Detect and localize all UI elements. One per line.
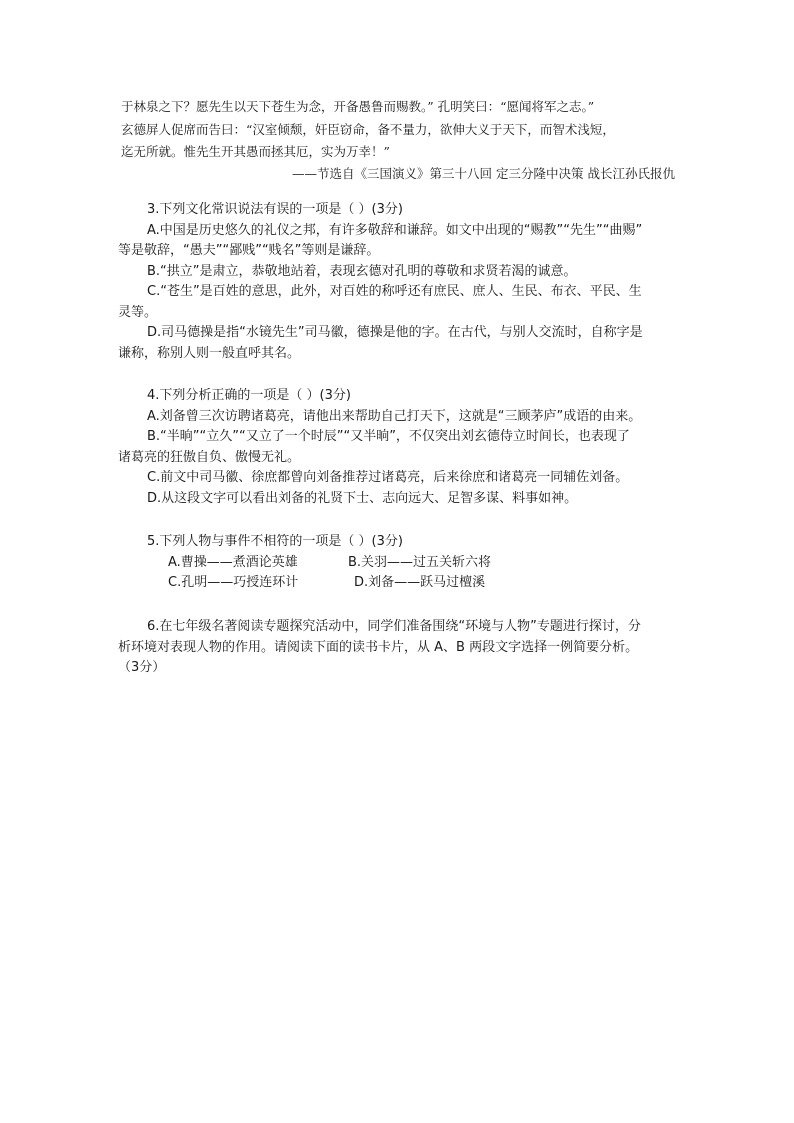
option-c: C.“苍生”是百姓的意思，此外，对百姓的称呼还有庶民、庶人、生民、布衣、平民、生: [147, 284, 642, 299]
options-row-2: [118, 573, 678, 594]
option-a: A.中国是历史悠久的礼仪之邦，有许多敬辞和谦辞。如文中出现的“赐教”“先生”“曲赐”: [147, 222, 643, 238]
option-d: D.刘备——跃马过檀溪: [354, 575, 486, 590]
option-a: A.曹操——煮酒论英雄: [168, 554, 298, 570]
option-c: C.孔明——巧授连环计: [168, 575, 299, 590]
excerpt-passage: [121, 96, 681, 181]
question-score: （3分）: [118, 660, 166, 675]
question-text: 6.在七年级名著阅读专题探究活动中，同学们准备围绕“环境与人物”专题进行探讨，分: [147, 619, 641, 634]
question-3: [118, 200, 678, 364]
question-stem: 5.下列人物与事件不相符的一项是（ ）(3分): [147, 534, 403, 549]
option-c: C.前文中司马徽、徐庶都曾向刘备推荐过诸葛亮，后来徐庶和诸葛亮一同辅佐刘备。: [147, 470, 629, 485]
option-b: B.“拱立”是肃立，恭敬地站着，表现玄德对孔明的尊敬和求贤若渴的诚意。: [147, 263, 577, 279]
option-d-continued: 谦称，称别人则一般直呼其名。: [118, 345, 301, 361]
question-4: [118, 386, 678, 509]
option-b: B.“半晌”“立久”“又立了一个时辰”“又半晌”，不仅突出刘玄德侍立时间长，也表现了: [147, 429, 630, 444]
option-d: D.司马德操是指“水镜先生”司马徽，德操是他的字。在古代，与别人交流时，自称字是: [147, 325, 643, 340]
option-a-continued: 等是敬辞，“愚夫”“鄙贱”“贱名”等则是谦辞。: [118, 243, 380, 258]
passage-line: 于林泉之下？愿先生以天下苍生为念，开备愚鲁而赐教。” 孔明笑曰：“愿闻将军之志。”: [121, 99, 595, 114]
question-stem: 4.下列分析正确的一项是（ ）(3分): [147, 388, 351, 403]
option-b: B.关羽——过五关斩六将: [348, 554, 492, 570]
passage-line: 迄无所就。惟先生开其愚而拯其厄，实为万幸！”: [121, 144, 390, 159]
option-b-continued: 诸葛亮的狂傲自负、傲慢无礼。: [118, 449, 301, 465]
excerpt-source: ——节选自《三国演义》第三十八回 定三分隆中决策 战长江孙氏报仇: [292, 166, 675, 181]
passage-line: 玄德屏人促席而告曰：“汉室倾颓，奸臣窃命，备不量力，欲伸大义于天下，而智术浅短，: [121, 121, 615, 137]
question-6: [118, 617, 678, 679]
option-d: D.从这段文字可以看出刘备的礼贤下士、志向远大、足智多谋、料事如神。: [147, 490, 578, 506]
options-row-1: [118, 553, 678, 574]
question-stem: 3.下列文化常识说法有误的一项是（ ）(3分): [147, 202, 403, 217]
option-c-continued: 灵等。: [118, 304, 158, 320]
question-5: [118, 532, 678, 594]
option-a: A.刘备曾三次访聘诸葛亮，请他出来帮助自己打天下，这就是“三顾茅庐”成语的由来。: [147, 408, 642, 424]
question-text-continued: 析环境对表现人物的作用。请阅读下面的读书卡片，从 A、B 两段文字选择一例简要分析。: [118, 639, 639, 655]
